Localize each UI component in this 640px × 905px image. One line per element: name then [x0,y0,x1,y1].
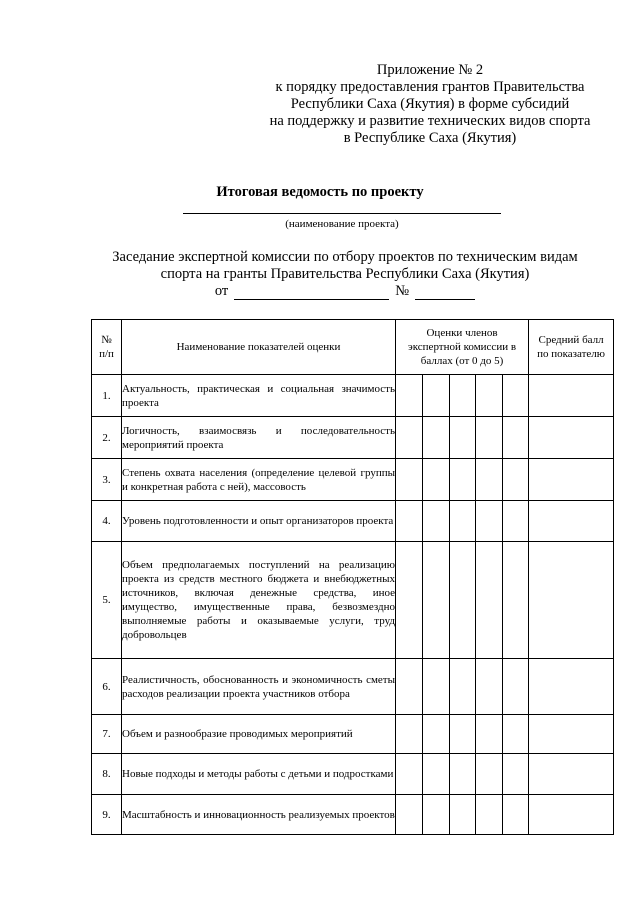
score-cell[interactable] [423,715,450,754]
date-blank [234,286,389,300]
score-cell[interactable] [476,795,503,835]
row-number: 7. [92,715,122,754]
row-indicator: Новые подходы и методы работы с детьми и подростками [122,754,396,795]
average-cell[interactable] [529,459,614,501]
row-number: 9. [92,795,122,835]
table-row [92,659,614,715]
appendix-line: на поддержку и развитие технических видов спорта [269,113,591,129]
average-cell[interactable] [529,375,614,417]
score-cell[interactable] [476,542,503,659]
average-cell[interactable] [529,754,614,795]
score-cell[interactable] [423,542,450,659]
table-row [92,795,614,835]
row-number: 5. [92,542,122,659]
score-cell[interactable] [396,795,423,835]
session-line-2: спорта на гранты Правительства Республики Саха (Якутия) [160,266,530,282]
row-number: 3. [92,459,122,501]
score-cell[interactable] [503,417,529,459]
score-cell[interactable] [396,501,423,542]
score-cell[interactable] [423,501,450,542]
appendix-line: к порядку предоставления грантов Правительства [275,79,585,95]
average-cell[interactable] [529,795,614,835]
score-cell[interactable] [450,459,476,501]
table-row [92,459,614,501]
score-cell[interactable] [450,542,476,659]
score-cell[interactable] [503,795,529,835]
from-label: от [214,283,229,299]
score-cell[interactable] [423,417,450,459]
table-header-row [92,320,614,375]
session-date-line [90,283,600,300]
table-row [92,542,614,659]
average-cell[interactable] [529,542,614,659]
header-average: Средний балл по показателю [529,320,614,375]
score-cell[interactable] [503,501,529,542]
table-row [92,417,614,459]
row-number: 8. [92,754,122,795]
score-cell[interactable] [423,375,450,417]
session-block [90,249,600,300]
row-indicator: Объем предполагаемых поступлений на реализацию проекта из средств местного бюджета и внебюджетных источников, включая денежные средства, иное имущество, имущественные права, безвозмездно выполняемые работы и оказываемые услуги, труд добровольцев [122,542,396,659]
session-line-1: Заседание экспертной комиссии по отбору проектов по техническим видам [112,249,578,265]
appendix-line: в Республике Саха (Якутия) [343,130,517,146]
header-number: № п/п [92,320,122,375]
table-row [92,501,614,542]
row-indicator: Уровень подготовленности и опыт организаторов проекта [122,501,396,542]
score-cell[interactable] [396,754,423,795]
average-cell[interactable] [529,659,614,715]
score-cell[interactable] [476,375,503,417]
row-number: 6. [92,659,122,715]
score-cell[interactable] [476,754,503,795]
score-cell[interactable] [396,459,423,501]
table-row [92,754,614,795]
row-number: 2. [92,417,122,459]
score-cell[interactable] [396,375,423,417]
average-cell[interactable] [529,417,614,459]
number-label: № [395,283,410,299]
score-cell[interactable] [476,715,503,754]
score-cell[interactable] [476,417,503,459]
average-cell[interactable] [529,501,614,542]
score-cell[interactable] [476,501,503,542]
row-indicator: Реалистичность, обоснованность и экономичность сметы расходов реализации проекта участников отбора [122,659,396,715]
score-cell[interactable] [450,754,476,795]
row-number: 1. [92,375,122,417]
table-row [92,375,614,417]
score-cell[interactable] [476,459,503,501]
appendix-line: Республики Саха (Якутия) в форме субсидий [290,96,570,112]
score-cell[interactable] [450,417,476,459]
table-row [92,715,614,754]
row-indicator: Степень охвата населения (определение целевой группы и конкретная работа с ней), массовость [122,459,396,501]
score-cell[interactable] [450,501,476,542]
score-cell[interactable] [450,659,476,715]
score-cell[interactable] [450,795,476,835]
score-cell[interactable] [396,417,423,459]
project-name-line [183,213,501,214]
score-cell[interactable] [503,375,529,417]
score-cell[interactable] [423,459,450,501]
header-indicator: Наименование показателей оценки [122,320,396,375]
score-cell[interactable] [503,754,529,795]
score-cell[interactable] [476,659,503,715]
score-cell[interactable] [503,459,529,501]
score-cell[interactable] [503,715,529,754]
average-cell[interactable] [529,715,614,754]
score-cell[interactable] [423,754,450,795]
number-blank [415,286,475,300]
score-cell[interactable] [396,542,423,659]
row-number: 4. [92,501,122,542]
score-cell[interactable] [503,659,529,715]
appendix-header [230,62,630,147]
score-cell[interactable] [396,715,423,754]
score-cell[interactable] [450,715,476,754]
document-title: Итоговая ведомость по проекту [216,184,424,200]
row-indicator: Логичность, взаимосвязь и последовательность мероприятий проекта [122,417,396,459]
appendix-line: Приложение № 2 [376,62,484,78]
row-indicator: Объем и разнообразие проводимых мероприятий [122,715,396,754]
score-cell[interactable] [423,795,450,835]
project-name-caption: (наименование проекта) [285,218,399,230]
header-scores: Оценки членов экспертной комиссии в баллах (от 0 до 5) [396,320,529,375]
score-cell[interactable] [396,659,423,715]
row-indicator: Актуальность, практическая и социальная значимость проекта [122,375,396,417]
score-cell[interactable] [503,542,529,659]
score-cell[interactable] [450,375,476,417]
row-indicator: Масштабность и инновационность реализуемых проектов [122,795,396,835]
score-cell[interactable] [423,659,450,715]
score-table [91,319,614,835]
